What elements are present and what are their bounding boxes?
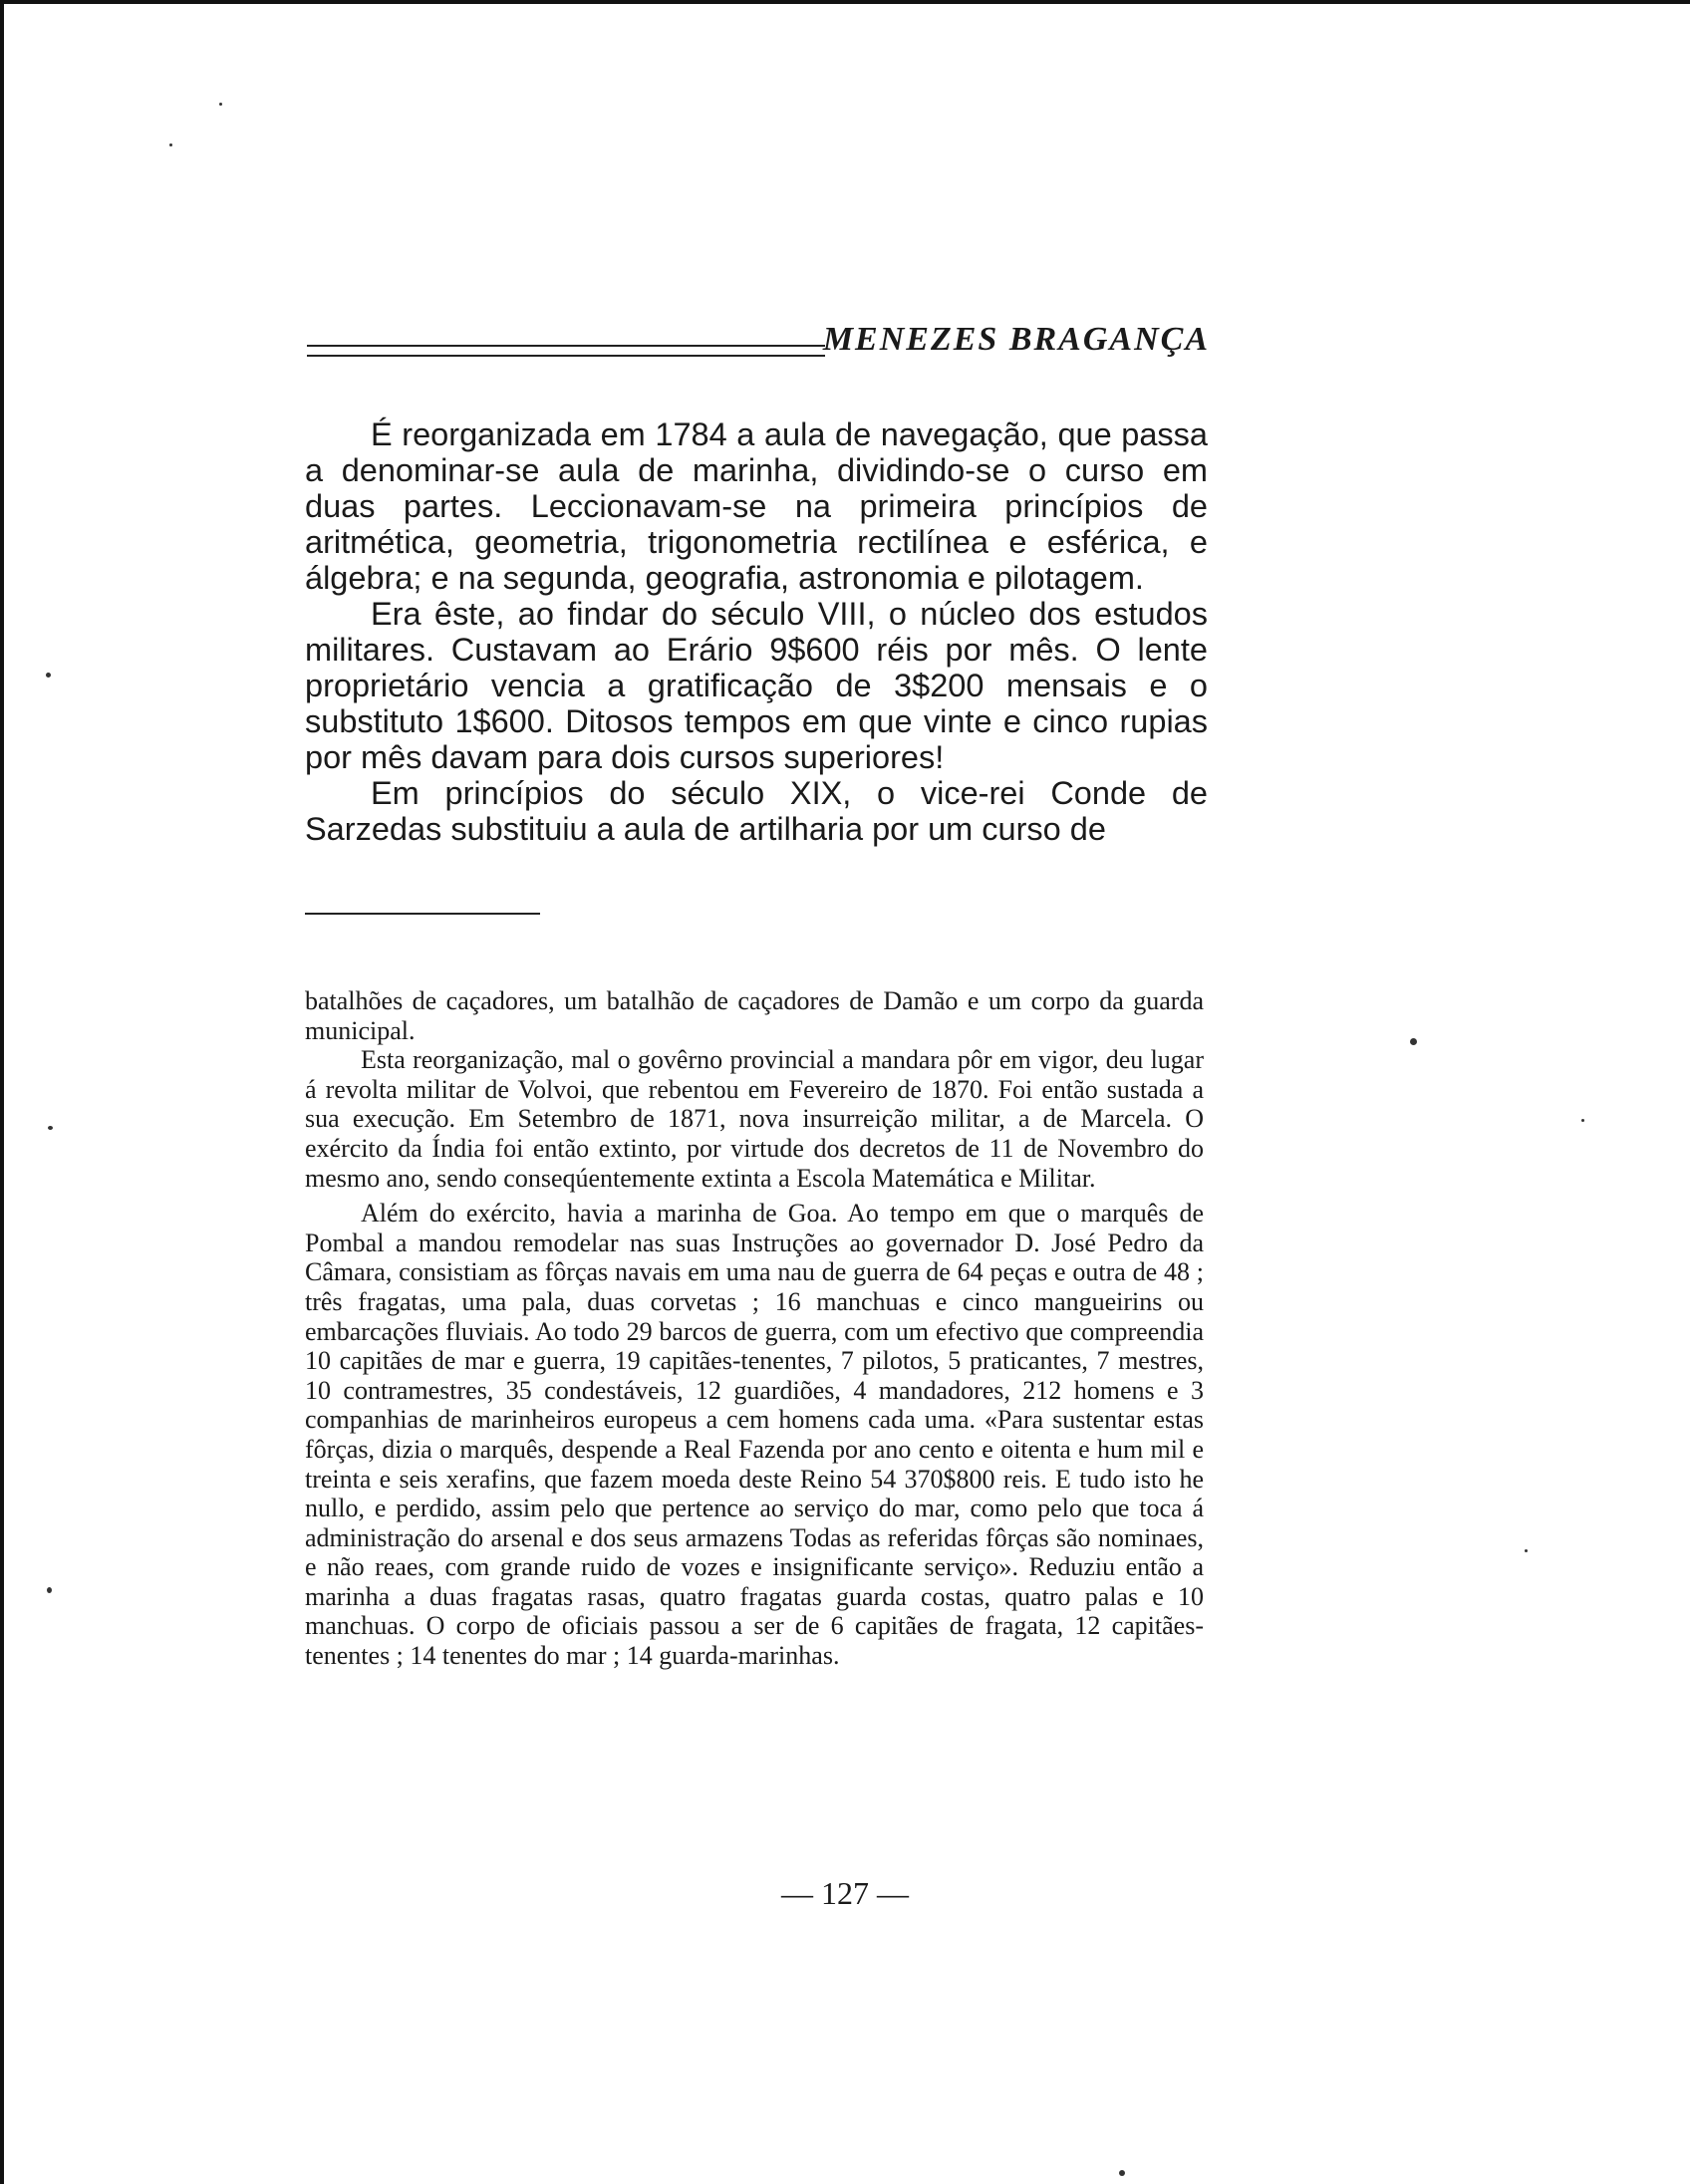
page-border-top [0,0,1690,4]
running-head: MENEZES BRAGANÇA [822,321,1210,358]
footnote-paragraph-2: Esta reorganização, mal o govêrno provincial a mandara pôr em vigor, deu lugar á revolta militar de Volvoi, que rebentou em Fevereiro de 1870. Foi então sustada a sua execução. Em Setembro de 1871, nova insurreição militar, a de Marcela. O exército da Índia foi então extinto, por virtude dos decretos de 11 de Novembro do mesmo ano, sendo conseqúentemente extinta a Escola Matemática e Militar. [305,1045,1204,1193]
scan-speck [219,103,222,106]
main-paragraph-2: Era êste, ao findar do século VIII, o núcleo dos estudos militares. Custavam ao Erário 9$600 réis por mês. O lente proprietário vencia a gratificação de 3$200 mensais e o substituto 1$600. Ditosos tempos em que vinte e cinco rupias por mês davam para dois cursos superiores! [305,596,1208,775]
scan-speck [1119,2170,1125,2176]
footnote-paragraph-1: batalhões de caçadores, um batalhão de caçadores de Damão e um corpo da guarda municipal. [305,986,1204,1045]
scan-speck [1525,1549,1528,1552]
footnote-separator [305,913,540,915]
header-double-rule [307,345,825,357]
scan-speck [47,1587,52,1593]
main-text [305,416,1208,847]
scan-speck [1410,1038,1417,1045]
page-header [307,321,1210,369]
footnotes [305,986,1204,1671]
scan-speck [1581,1119,1584,1122]
scan-speck [48,1126,53,1130]
scan-speck [46,673,51,678]
main-paragraph-1: É reorganizada em 1784 a aula de navegação, que passa a denominar-se aula de marinha, dividindo-se o curso em duas partes. Leccionavam-se na primeira princípios de aritmética, geometria, trigonometria rectilínea e esférica, e álgebra; e na segunda, geografia, astronomia e pilotagem. [305,416,1208,596]
scan-speck [169,143,172,146]
page-border-left [0,0,4,2184]
main-paragraph-3: Em princípios do século XIX, o vice-rei Conde de Sarzedas substituiu a aula de artilharia por um curso de [305,775,1208,847]
footnote-paragraph-3: Além do exército, havia a marinha de Goa. Ao tempo em que o marquês de Pombal a mandou remodelar nas suas Instruções ao governador D. José Pedro da Câmara, consistiam as fôrças navais em uma nau de guerra de 64 peças e outra de 48 ; três fragatas, uma pala, duas corvetas ; 16 manchuas e cinco mangueirins ou embarcações fluviais. Ao todo 29 barcos de guerra, com um efectivo que compreendia 10 capitães de mar e guerra, 19 capitães-tenentes, 7 pilotos, 5 praticantes, 7 mestres, 10 contramestres, 35 condestáveis, 12 guardiões, 4 mandadores, 212 homens e 3 companhias de marinheiros europeus a cem homens cada uma. «Para sustentar estas fôrças, dizia o marquês, despende a Real Fazenda por ano cento e oitenta e hum mil e treinta e seis xerafins, que fazem moeda deste Reino 54 370$800 reis. E tudo isto he nullo, e perdido, assim pelo que pertence ao serviço do mar, como pelo que toca á administração do arsenal e dos seus armazens Todas as referidas fôrças são nominaes, e não reaes, com grande ruido de vozes e insignificante serviço». Reduziu então a marinha a duas fragatas rasas, quatro fragatas guarda costas, quatro palas e 10 manchuas. O corpo de oficiais passou a ser de 6 capitães de fragata, 12 capitães-tenentes ; 14 tenentes do mar ; 14 guarda-marinhas. [305,1199,1204,1671]
page-number: — 127 — [781,1875,909,1911]
